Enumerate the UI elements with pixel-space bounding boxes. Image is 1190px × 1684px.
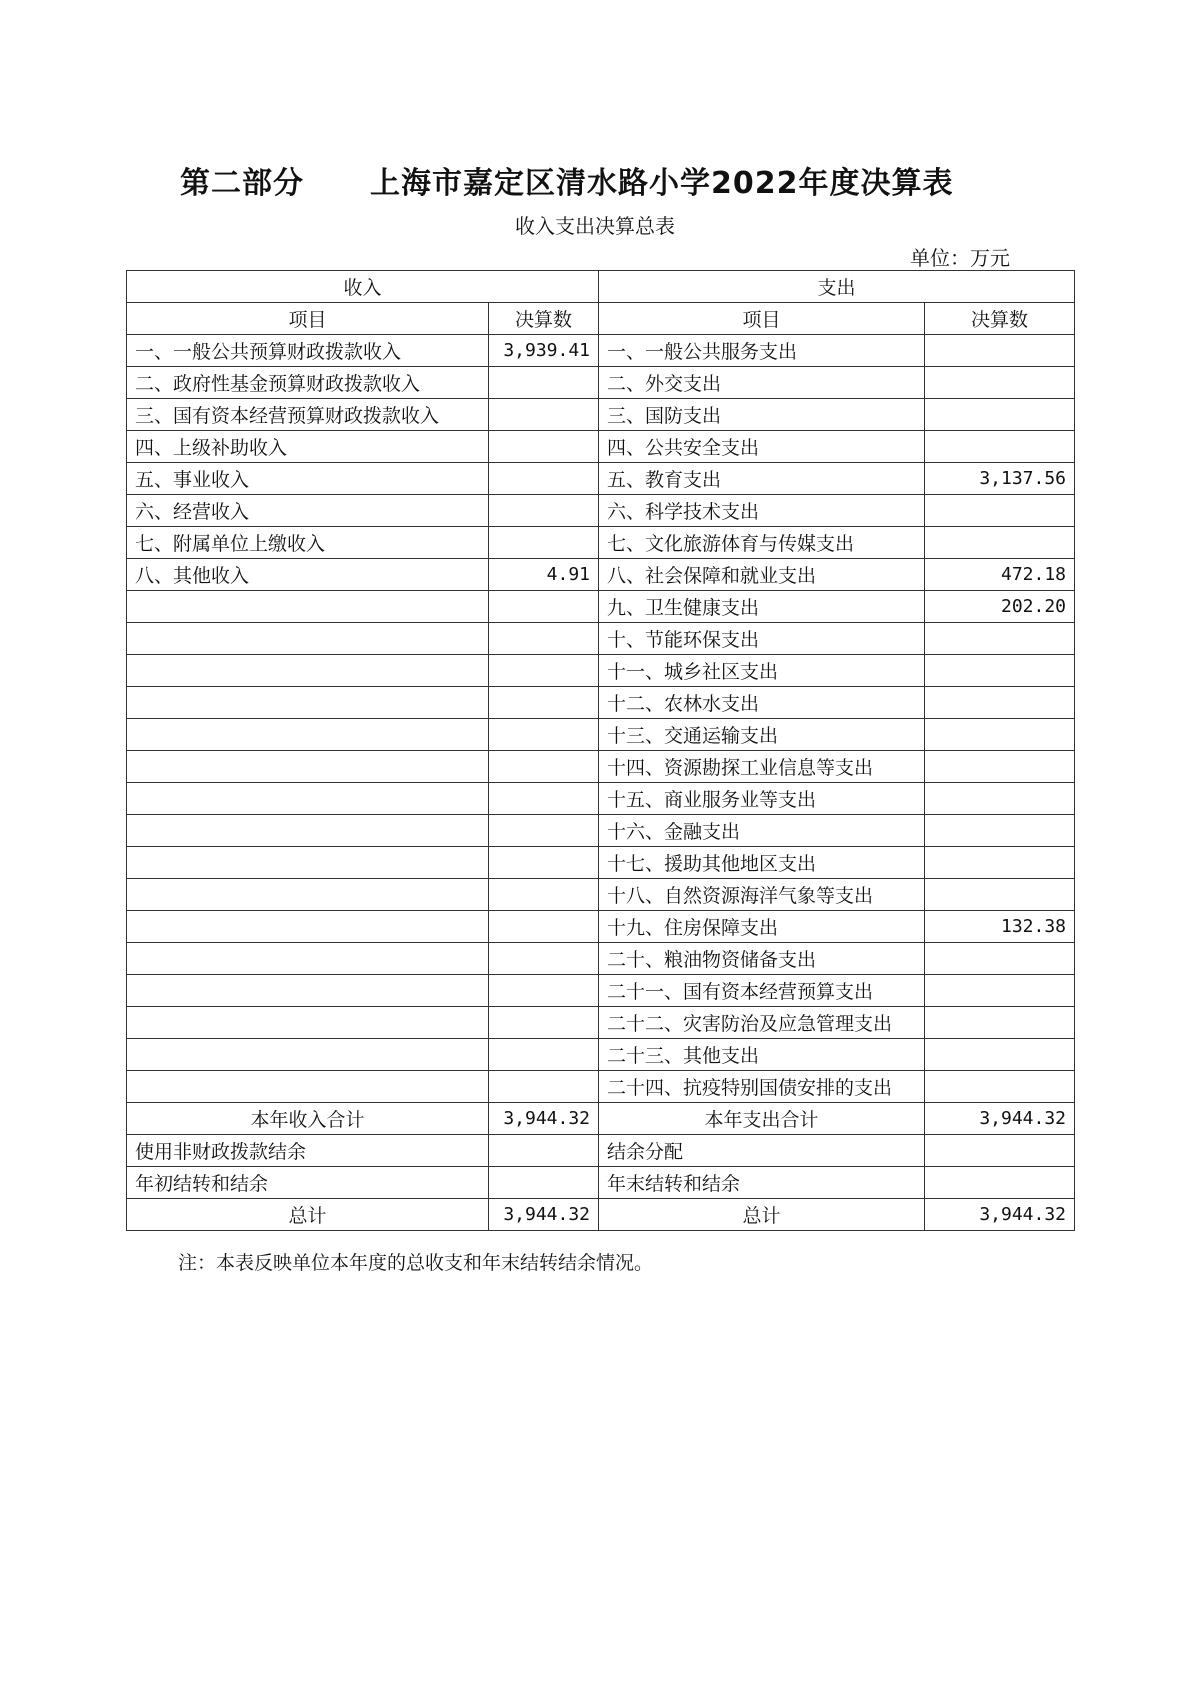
expense-item-cell: 结余分配 — [599, 1135, 925, 1167]
year-total-row — [127, 1103, 1075, 1135]
expense-item-cell: 十四、资源勘探工业信息等支出 — [599, 751, 925, 783]
income-item-cell — [127, 815, 489, 847]
table-row — [127, 751, 1075, 783]
expense-item-cell: 十八、自然资源海洋气象等支出 — [599, 879, 925, 911]
income-item-cell — [127, 879, 489, 911]
table-row — [127, 559, 1075, 591]
income-item-cell — [127, 719, 489, 751]
table-subtitle: 收入支出决算总表 — [515, 214, 675, 238]
expense-amount-cell — [925, 495, 1075, 527]
expense-amount-cell — [925, 879, 1075, 911]
expense-item-cell: 十六、金融支出 — [599, 815, 925, 847]
income-item-cell — [127, 751, 489, 783]
table-row — [127, 815, 1075, 847]
table-row — [127, 911, 1075, 943]
unit-label: 单位：万元 — [910, 246, 1010, 270]
income-amount-cell — [489, 431, 599, 463]
income-item-cell: 年初结转和结余 — [127, 1167, 489, 1199]
expense-item-cell: 二、外交支出 — [599, 367, 925, 399]
table-row — [127, 591, 1075, 623]
table-row — [127, 943, 1075, 975]
expense-item-cell: 四、公共安全支出 — [599, 431, 925, 463]
table-row — [127, 1039, 1075, 1071]
expense-item-cell: 二十二、灾害防治及应急管理支出 — [599, 1007, 925, 1039]
expense-amount-cell — [925, 975, 1075, 1007]
expense-amount-cell — [925, 1071, 1075, 1103]
expense-header: 支出 — [599, 271, 1075, 303]
income-item-cell — [127, 783, 489, 815]
income-amount-header: 决算数 — [489, 303, 599, 335]
footnote: 注：本表反映单位本年度的总收支和年末结转结余情况。 — [178, 1252, 654, 1274]
table-row — [127, 1135, 1075, 1167]
table-row — [127, 1007, 1075, 1039]
expense-item-cell: 二十、粮油物资储备支出 — [599, 943, 925, 975]
section-header-row — [127, 271, 1075, 303]
expense-amount-cell — [925, 399, 1075, 431]
expense-amount-cell — [925, 367, 1075, 399]
expense-amount-cell — [925, 815, 1075, 847]
income-item-cell — [127, 623, 489, 655]
income-item-cell: 三、国有资本经营预算财政拨款收入 — [127, 399, 489, 431]
expense-amount-cell — [925, 1167, 1075, 1199]
income-amount-cell — [489, 751, 599, 783]
expense-item-cell: 十二、农林水支出 — [599, 687, 925, 719]
table-row — [127, 1071, 1075, 1103]
expense-item-cell: 十五、商业服务业等支出 — [599, 783, 925, 815]
expense-amount-cell: 132.38 — [925, 911, 1075, 943]
income-amount-cell — [489, 943, 599, 975]
table-body — [127, 271, 1075, 1231]
expense-item-cell: 二十四、抗疫特别国债安排的支出 — [599, 1071, 925, 1103]
table-row — [127, 655, 1075, 687]
table-row — [127, 495, 1075, 527]
income-item-cell — [127, 1071, 489, 1103]
expense-amount-cell: 202.20 — [925, 591, 1075, 623]
expense-item-cell: 一、一般公共服务支出 — [599, 335, 925, 367]
expense-item-cell: 六、科学技术支出 — [599, 495, 925, 527]
income-item-cell: 总计 — [127, 1199, 489, 1231]
expense-item-cell: 三、国防支出 — [599, 399, 925, 431]
expense-amount-cell — [925, 783, 1075, 815]
table-row — [127, 719, 1075, 751]
income-amount-cell — [489, 399, 599, 431]
expense-item-cell: 十九、住房保障支出 — [599, 911, 925, 943]
income-amount-cell: 3,944.32 — [489, 1103, 599, 1135]
expense-amount-cell — [925, 623, 1075, 655]
column-header-row — [127, 303, 1075, 335]
expense-amount-cell — [925, 1135, 1075, 1167]
expense-amount-cell — [925, 655, 1075, 687]
table-row — [127, 463, 1075, 495]
expense-amount-cell — [925, 1007, 1075, 1039]
income-amount-cell — [489, 719, 599, 751]
expense-item-cell: 二十三、其他支出 — [599, 1039, 925, 1071]
table-row — [127, 623, 1075, 655]
income-amount-cell — [489, 495, 599, 527]
income-amount-cell — [489, 1007, 599, 1039]
expense-amount-cell — [925, 687, 1075, 719]
income-item-cell — [127, 687, 489, 719]
income-amount-cell — [489, 1167, 599, 1199]
expense-amount-cell — [925, 335, 1075, 367]
expense-item-cell: 十三、交通运输支出 — [599, 719, 925, 751]
expense-amount-cell — [925, 943, 1075, 975]
income-amount-cell: 3,944.32 — [489, 1199, 599, 1231]
income-amount-cell — [489, 1039, 599, 1071]
expense-amount-cell: 3,944.32 — [925, 1103, 1075, 1135]
income-amount-cell — [489, 911, 599, 943]
expense-item-cell: 本年支出合计 — [599, 1103, 925, 1135]
income-item-cell — [127, 1007, 489, 1039]
expense-amount-cell — [925, 1039, 1075, 1071]
income-item-cell: 本年收入合计 — [127, 1103, 489, 1135]
income-item-cell — [127, 1039, 489, 1071]
expense-amount-cell: 472.18 — [925, 559, 1075, 591]
table-row — [127, 879, 1075, 911]
expense-item-cell: 年末结转和结余 — [599, 1167, 925, 1199]
income-item-cell — [127, 591, 489, 623]
income-amount-cell — [489, 463, 599, 495]
income-amount-cell — [489, 591, 599, 623]
income-amount-cell — [489, 367, 599, 399]
table-row — [127, 367, 1075, 399]
grand-total-row — [127, 1199, 1075, 1231]
income-item-cell — [127, 911, 489, 943]
income-amount-cell — [489, 783, 599, 815]
income-expense-table — [126, 270, 1075, 1231]
expense-amount-cell — [925, 431, 1075, 463]
table-row — [127, 1167, 1075, 1199]
expense-amount-cell — [925, 847, 1075, 879]
expense-item-cell: 二十一、国有资本经营预算支出 — [599, 975, 925, 1007]
expense-item-header: 项目 — [599, 303, 925, 335]
expense-item-cell: 八、社会保障和就业支出 — [599, 559, 925, 591]
table-row — [127, 527, 1075, 559]
income-amount-cell — [489, 655, 599, 687]
expense-item-cell: 十七、援助其他地区支出 — [599, 847, 925, 879]
table-row — [127, 399, 1075, 431]
table-row — [127, 847, 1075, 879]
expense-item-cell: 九、卫生健康支出 — [599, 591, 925, 623]
income-amount-cell — [489, 623, 599, 655]
page-title — [180, 158, 954, 202]
expense-amount-header: 决算数 — [925, 303, 1075, 335]
title-name: 上海市嘉定区清水路小学2022年度决算表 — [370, 166, 954, 201]
income-item-cell: 六、经营收入 — [127, 495, 489, 527]
income-item-cell — [127, 975, 489, 1007]
income-item-cell: 二、政府性基金预算财政拨款收入 — [127, 367, 489, 399]
title-part: 第二部分 — [180, 166, 304, 201]
income-amount-cell — [489, 1135, 599, 1167]
table-row — [127, 431, 1075, 463]
expense-amount-cell — [925, 719, 1075, 751]
expense-amount-cell — [925, 751, 1075, 783]
expense-amount-cell — [925, 527, 1075, 559]
income-amount-cell — [489, 815, 599, 847]
income-item-cell: 四、上级补助收入 — [127, 431, 489, 463]
income-item-cell: 一、一般公共预算财政拨款收入 — [127, 335, 489, 367]
income-amount-cell: 3,939.41 — [489, 335, 599, 367]
expense-item-cell: 七、文化旅游体育与传媒支出 — [599, 527, 925, 559]
income-item-cell: 七、附属单位上缴收入 — [127, 527, 489, 559]
income-item-cell: 八、其他收入 — [127, 559, 489, 591]
income-amount-cell — [489, 1071, 599, 1103]
table-row — [127, 975, 1075, 1007]
income-item-cell — [127, 847, 489, 879]
expense-amount-cell: 3,944.32 — [925, 1199, 1075, 1231]
expense-item-cell: 十、节能环保支出 — [599, 623, 925, 655]
income-item-cell — [127, 943, 489, 975]
table-row — [127, 335, 1075, 367]
expense-item-cell: 十一、城乡社区支出 — [599, 655, 925, 687]
expense-amount-cell: 3,137.56 — [925, 463, 1075, 495]
income-header: 收入 — [127, 271, 599, 303]
income-amount-cell — [489, 975, 599, 1007]
income-item-cell — [127, 655, 489, 687]
income-amount-cell — [489, 879, 599, 911]
table-row — [127, 783, 1075, 815]
expense-item-cell: 五、教育支出 — [599, 463, 925, 495]
income-item-cell: 使用非财政拨款结余 — [127, 1135, 489, 1167]
income-amount-cell — [489, 847, 599, 879]
income-amount-cell — [489, 527, 599, 559]
income-item-cell: 五、事业收入 — [127, 463, 489, 495]
income-amount-cell — [489, 687, 599, 719]
income-amount-cell: 4.91 — [489, 559, 599, 591]
table-row — [127, 687, 1075, 719]
income-item-header: 项目 — [127, 303, 489, 335]
expense-item-cell: 总计 — [599, 1199, 925, 1231]
